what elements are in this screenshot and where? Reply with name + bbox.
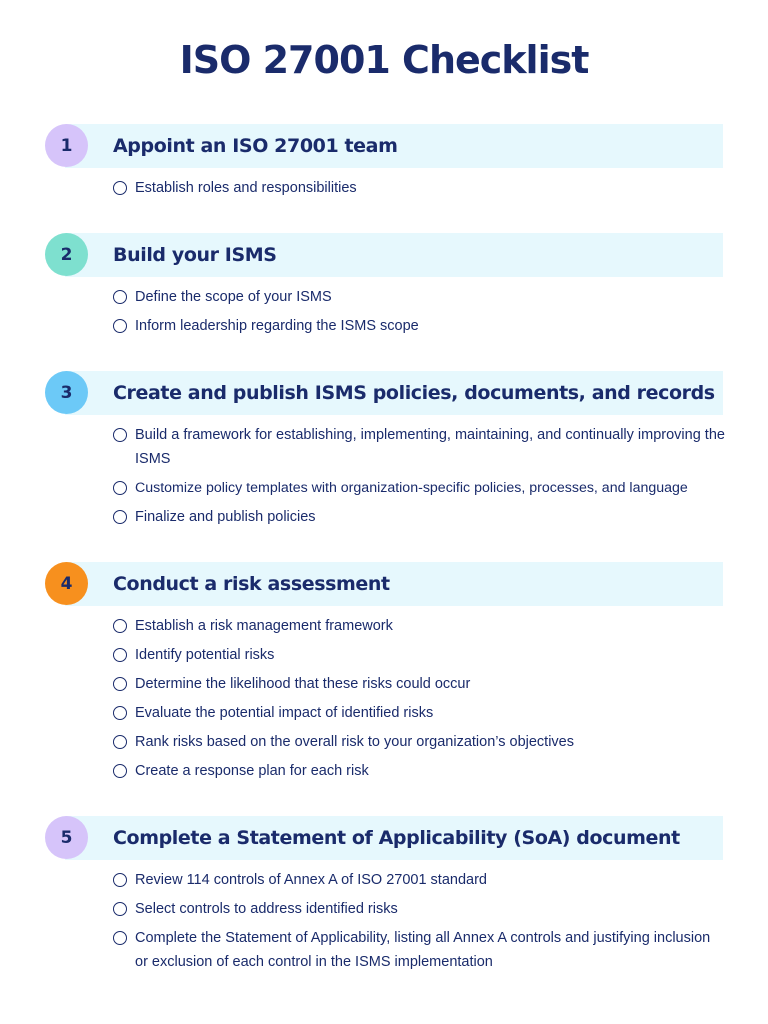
- checkbox-circle-icon[interactable]: [113, 735, 127, 749]
- checkbox-circle-icon[interactable]: [113, 764, 127, 778]
- checkbox-circle-icon[interactable]: [113, 481, 127, 495]
- checklist-item: [45, 672, 725, 696]
- checkbox-circle-icon[interactable]: [113, 648, 127, 662]
- section-title: Appoint an ISO 27001 team: [113, 135, 398, 157]
- checkbox-circle-icon[interactable]: [113, 677, 127, 691]
- checklist-item-label: Inform leadership regarding the ISMS scope: [135, 318, 419, 334]
- section-header: [45, 124, 725, 168]
- checkbox-circle-icon[interactable]: [113, 319, 127, 333]
- section-4: [45, 562, 725, 788]
- step-number-badge: 3: [45, 371, 88, 414]
- section-header: [45, 816, 725, 860]
- section-title: Build your ISMS: [113, 244, 277, 266]
- section-header: [45, 233, 725, 277]
- step-number-badge: 1: [45, 124, 88, 167]
- checklist-item: [45, 285, 725, 309]
- checklist-item: [45, 730, 725, 754]
- checklist-item: [45, 314, 725, 338]
- step-number-badge: 5: [45, 816, 88, 859]
- checkbox-circle-icon[interactable]: [113, 290, 127, 304]
- section-3: [45, 371, 725, 534]
- checklist-item-label: Build a framework for establishing, implementing, maintaining, and continually improving the ISMS: [135, 427, 725, 467]
- step-number-badge: 4: [45, 562, 88, 605]
- checklist-item: [45, 643, 725, 667]
- checkbox-circle-icon[interactable]: [113, 428, 127, 442]
- checklist: [45, 423, 725, 529]
- checklist-item-label: Rank risks based on the overall risk to your organization’s objectives: [135, 734, 574, 750]
- checklist-item-label: Finalize and publish policies: [135, 509, 316, 525]
- checklist-item-label: Establish roles and responsibilities: [135, 180, 357, 196]
- section-header: [45, 562, 725, 606]
- checklist: [45, 614, 725, 783]
- section-title: Conduct a risk assessment: [113, 573, 390, 595]
- checklist-item: [45, 423, 725, 471]
- checklist-item: [45, 505, 725, 529]
- checkbox-circle-icon[interactable]: [113, 181, 127, 195]
- section-1: [45, 124, 725, 205]
- checkbox-circle-icon[interactable]: [113, 619, 127, 633]
- checklist-item-label: Establish a risk management framework: [135, 618, 393, 634]
- checklist-item-label: Customize policy templates with organization-specific policies, processes, and language: [135, 480, 688, 496]
- checklist: [45, 176, 725, 200]
- checklist-item-label: Complete the Statement of Applicability, listing all Annex A controls and justifying inclusion or exclusion of each control in the ISMS implementation: [135, 930, 711, 970]
- checklist-item: [45, 476, 725, 500]
- section-title: Create and publish ISMS policies, documents, and records: [113, 382, 715, 404]
- checklist-item-label: Select controls to address identified risks: [135, 901, 398, 917]
- checklist-item-label: Determine the likelihood that these risks could occur: [135, 676, 471, 692]
- checkbox-circle-icon[interactable]: [113, 902, 127, 916]
- section-title: Complete a Statement of Applicability (SoA) document: [113, 827, 680, 849]
- checklist-item: [45, 614, 725, 638]
- checkbox-circle-icon[interactable]: [113, 873, 127, 887]
- checklist-item: [45, 897, 725, 921]
- checklist-item: [45, 176, 725, 200]
- checklist: [45, 285, 725, 338]
- checklist: [45, 868, 725, 974]
- checklist-item-label: Create a response plan for each risk: [135, 763, 369, 779]
- checklist-item: [45, 868, 725, 892]
- checklist-item: [45, 926, 725, 974]
- section-2: [45, 233, 725, 343]
- checklist-item-label: Identify potential risks: [135, 647, 275, 663]
- checklist-item-label: Review 114 controls of Annex A of ISO 27001 standard: [135, 872, 487, 888]
- section-5: [45, 816, 725, 979]
- checklist-item: [45, 759, 725, 783]
- checklist-item: [45, 701, 725, 725]
- checkbox-circle-icon[interactable]: [113, 510, 127, 524]
- checklist-item-label: Define the scope of your ISMS: [135, 289, 332, 305]
- checkbox-circle-icon[interactable]: [113, 931, 127, 945]
- checklist-item-label: Evaluate the potential impact of identified risks: [135, 705, 434, 721]
- step-number-badge: 2: [45, 233, 88, 276]
- checkbox-circle-icon[interactable]: [113, 706, 127, 720]
- section-header: [45, 371, 725, 415]
- page-title: ISO 27001 Checklist: [179, 38, 589, 82]
